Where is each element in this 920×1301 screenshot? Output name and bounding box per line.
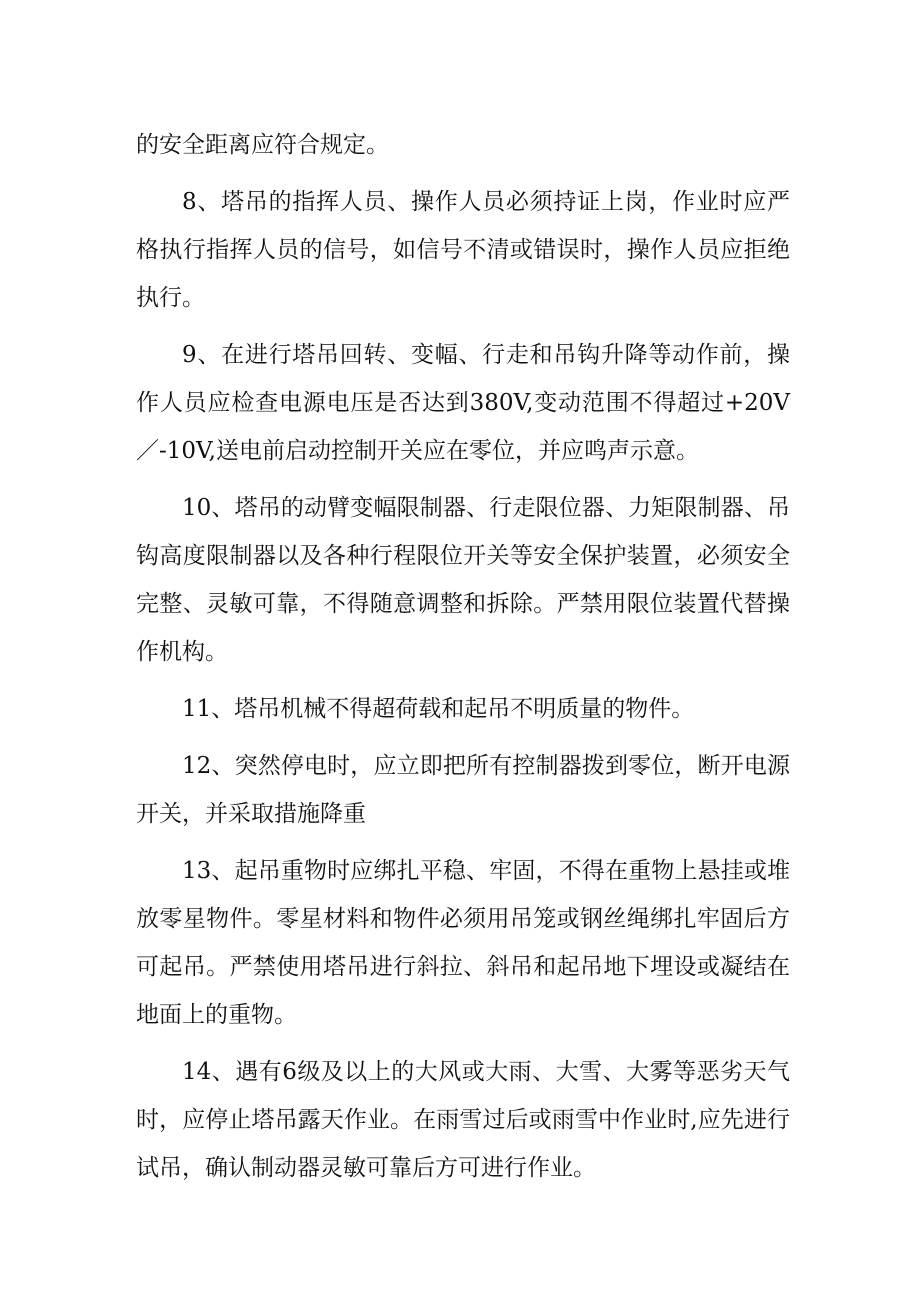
paragraph-item-13: 13、起吊重物时应绑扎平稳、牢固，不得在重物上悬挂或堆放零星物件。零星材料和物件必须用吊笼或钢丝绳绑扎牢固后方可起吊。严禁使用塔吊进行斜拉、斜吊和起吊地下埋设或凝结在地面上的重物。 xyxy=(136,858,790,1028)
paragraph-item-12: 12、突然停电时，应立即把所有控制器拨到零位，断开电源开关，并采取措施降重 xyxy=(136,753,790,827)
paragraph-item-8: 8、塔吊的指挥人员、操作人员必须持证上岗，作业时应严格执行指挥人员的信号，如信号不清或错误时，操作人员应拒绝执行。 xyxy=(136,189,790,311)
paragraph-continuation: 的安全距离应符合规定。 xyxy=(136,132,389,158)
body-text xyxy=(136,121,790,1201)
paragraph-item-14: 14、遇有6级及以上的大风或大雨、大雪、大雾等恶劣天气时，应停止塔吊露天作业。在雨雪过后或雨雪中作业时,应先进行试吊，确认制动器灵敏可靠后方可进行作业。 xyxy=(136,1059,790,1181)
paragraph-item-11: 11、塔吊机械不得超荷载和起吊不明质量的物件。 xyxy=(182,696,695,722)
paragraph-item-9: 9、在进行塔吊回转、变幅、行走和吊钩升降等动作前，操作人员应检查电源电压是否达到380V,变动范围不得超过+20V／-10V,送电前启动控制开关应在零位，并应鸣声示意。 xyxy=(136,342,790,464)
paragraph-item-10: 10、塔吊的动臂变幅限制器、行走限位器、力矩限制器、吊钩高度限制器以及各种行程限位开关等安全保护装置，必须安全完整、灵敏可靠，不得随意调整和拆除。严禁用限位装置代替操作机构。 xyxy=(136,495,790,665)
